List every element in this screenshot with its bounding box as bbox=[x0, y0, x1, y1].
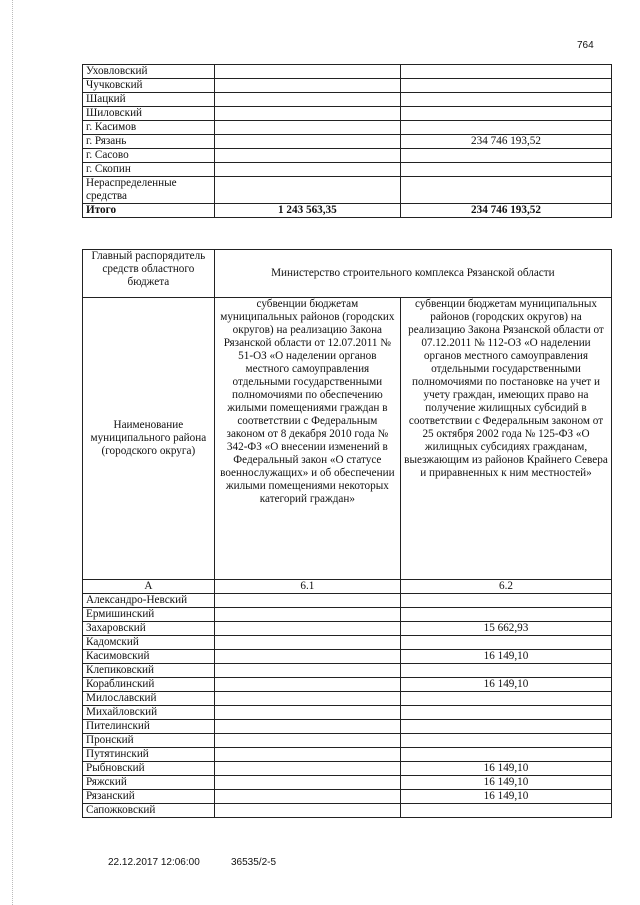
value-col1-cell: 1 243 563,35 bbox=[214, 204, 400, 218]
value-col2-cell bbox=[401, 79, 612, 93]
value-col1-cell bbox=[214, 804, 400, 818]
value-col2-cell bbox=[401, 149, 612, 163]
col2-description: субвенции бюджетам муниципальных районов (городских округов) на реализацию Закона Рязанской области от 07.12.2011 № 112-ОЗ «О наделении органов местного самоуправления отдельными государственными полномочиями по постановке на учет и учету граждан, имеющих право на получение жилищных субсидий в соответствии с Федеральным законом от 25 октября 2002 года № 125-ФЗ «О жилищных субсидиях гражданам, выезжающим из районов Крайнего Севера и приравненных к ним местностей» bbox=[400, 298, 611, 580]
value-col2-cell: 16 149,10 bbox=[400, 678, 611, 692]
table-row bbox=[83, 790, 612, 804]
value-col2-cell: 234 746 193,52 bbox=[401, 135, 612, 149]
region-name-cell: Сапожковский bbox=[83, 804, 215, 818]
table-row bbox=[83, 594, 612, 608]
footer-timestamp: 22.12.2017 12:06:00 bbox=[108, 857, 200, 868]
value-col2-cell bbox=[400, 594, 611, 608]
value-col2-cell: 16 149,10 bbox=[400, 762, 611, 776]
value-col1-cell bbox=[214, 608, 400, 622]
index-name: А bbox=[83, 580, 215, 594]
value-col2-cell bbox=[400, 804, 611, 818]
table-row bbox=[83, 121, 612, 135]
value-col1-cell bbox=[214, 720, 400, 734]
value-col2-cell: 16 149,10 bbox=[400, 650, 611, 664]
value-col1-cell bbox=[214, 650, 400, 664]
table-row bbox=[83, 734, 612, 748]
value-col2-cell bbox=[401, 121, 612, 135]
table-row bbox=[83, 107, 612, 121]
description-row bbox=[83, 298, 612, 580]
value-col1-cell bbox=[214, 177, 400, 204]
table-row bbox=[83, 706, 612, 720]
value-col2-cell bbox=[401, 177, 612, 204]
region-name-cell: г. Сасово bbox=[83, 149, 215, 163]
value-col2-cell: 16 149,10 bbox=[400, 790, 611, 804]
table-row bbox=[83, 804, 612, 818]
value-col1-cell bbox=[214, 734, 400, 748]
value-col2-cell: 234 746 193,52 bbox=[401, 204, 612, 218]
value-col1-cell bbox=[214, 678, 400, 692]
value-col1-cell bbox=[214, 135, 400, 149]
value-col2-cell bbox=[400, 692, 611, 706]
value-col2-cell bbox=[400, 608, 611, 622]
value-col2-cell bbox=[400, 706, 611, 720]
header-left-cell: Главный распорядитель средств областного бюджета bbox=[83, 250, 215, 298]
region-name-cell: Пронский bbox=[83, 734, 215, 748]
value-col1-cell bbox=[214, 93, 400, 107]
region-name-cell: Касимовский bbox=[83, 650, 215, 664]
region-name-cell: Итого bbox=[83, 204, 215, 218]
region-name-cell: Кадомский bbox=[83, 636, 215, 650]
scan-edge-artifact bbox=[12, 0, 14, 905]
region-name-cell: Михайловский bbox=[83, 706, 215, 720]
index-col2: 6.2 bbox=[400, 580, 611, 594]
value-col2-cell bbox=[401, 65, 612, 79]
value-col1-cell bbox=[214, 622, 400, 636]
value-col1-cell bbox=[214, 79, 400, 93]
region-name-cell: Кораблинский bbox=[83, 678, 215, 692]
value-col1-cell bbox=[214, 664, 400, 678]
region-name-cell: г. Рязань bbox=[83, 135, 215, 149]
table-row bbox=[83, 622, 612, 636]
value-col1-cell bbox=[214, 706, 400, 720]
region-name-cell: Захаровский bbox=[83, 622, 215, 636]
table-row bbox=[83, 93, 612, 107]
table-row bbox=[83, 762, 612, 776]
main-table bbox=[82, 249, 612, 818]
col1-description: субвенции бюджетам муниципальных районов (городских округов) на реализацию Закона Рязанской области от 12.07.2011 № 51-ОЗ «О наделении органов местного самоуправления отдельными государственными полномочиями по обеспечению жилыми помещениями граждан в соответствии с Федеральным законом от 8 декабря 2010 года № 342-ФЗ «О внесении изменений в Федеральный закон «О статусе военнослужащих» и об обеспечении жилыми помещениями некоторых категорий граждан» bbox=[214, 298, 400, 580]
value-col2-cell bbox=[400, 636, 611, 650]
table-row bbox=[83, 149, 612, 163]
table-row bbox=[83, 664, 612, 678]
table-row bbox=[83, 163, 612, 177]
value-col1-cell bbox=[214, 790, 400, 804]
value-col1-cell bbox=[214, 107, 400, 121]
index-col1: 6.1 bbox=[214, 580, 400, 594]
region-name-cell: Ряжский bbox=[83, 776, 215, 790]
table-row bbox=[83, 608, 612, 622]
value-col1-cell bbox=[214, 636, 400, 650]
header-row bbox=[83, 250, 612, 298]
table-row bbox=[83, 720, 612, 734]
table-row bbox=[83, 692, 612, 706]
table-row bbox=[83, 65, 612, 79]
region-name-cell: Рязанский bbox=[83, 790, 215, 804]
region-name-cell: Шацкий bbox=[83, 93, 215, 107]
page-number: 764 bbox=[577, 40, 594, 51]
value-col2-cell bbox=[401, 107, 612, 121]
value-col2-cell: 16 149,10 bbox=[400, 776, 611, 790]
region-name-cell: Милославский bbox=[83, 692, 215, 706]
region-name-cell: г. Касимов bbox=[83, 121, 215, 135]
total-row bbox=[83, 204, 612, 218]
value-col2-cell bbox=[400, 664, 611, 678]
value-col1-cell bbox=[214, 762, 400, 776]
region-name-cell: Путятинский bbox=[83, 748, 215, 762]
value-col1-cell bbox=[214, 65, 400, 79]
name-header-cell: Наименование муниципального района (городского округа) bbox=[83, 298, 215, 580]
value-col1-cell bbox=[214, 121, 400, 135]
region-name-cell: Ермишинский bbox=[83, 608, 215, 622]
value-col1-cell bbox=[214, 594, 400, 608]
region-name-cell: Пителинский bbox=[83, 720, 215, 734]
table-row bbox=[83, 636, 612, 650]
value-col2-cell bbox=[400, 720, 611, 734]
region-name-cell: Рыбновский bbox=[83, 762, 215, 776]
table-row bbox=[83, 79, 612, 93]
region-name-cell: Чучковский bbox=[83, 79, 215, 93]
header-right-cell: Министерство строительного комплекса Рязанской области bbox=[214, 250, 611, 298]
region-name-cell: Александро-Невский bbox=[83, 594, 215, 608]
region-name-cell: Нераспределенные средства bbox=[83, 177, 215, 204]
index-row bbox=[83, 580, 612, 594]
value-col1-cell bbox=[214, 748, 400, 762]
footer-doc-code: 36535/2-5 bbox=[231, 857, 277, 868]
value-col1-cell bbox=[214, 692, 400, 706]
region-name-cell: г. Скопин bbox=[83, 163, 215, 177]
table-row bbox=[83, 678, 612, 692]
table-row bbox=[83, 177, 612, 204]
value-col2-cell: 15 662,93 bbox=[400, 622, 611, 636]
value-col1-cell bbox=[214, 776, 400, 790]
region-name-cell: Клепиковский bbox=[83, 664, 215, 678]
value-col1-cell bbox=[214, 149, 400, 163]
table-row bbox=[83, 748, 612, 762]
top-table bbox=[82, 64, 612, 218]
value-col2-cell bbox=[401, 163, 612, 177]
table-row bbox=[83, 650, 612, 664]
region-name-cell: Уховловский bbox=[83, 65, 215, 79]
table-row bbox=[83, 135, 612, 149]
value-col2-cell bbox=[400, 748, 611, 762]
region-name-cell: Шиловский bbox=[83, 107, 215, 121]
table-row bbox=[83, 776, 612, 790]
value-col2-cell bbox=[400, 734, 611, 748]
value-col2-cell bbox=[401, 93, 612, 107]
value-col1-cell bbox=[214, 163, 400, 177]
